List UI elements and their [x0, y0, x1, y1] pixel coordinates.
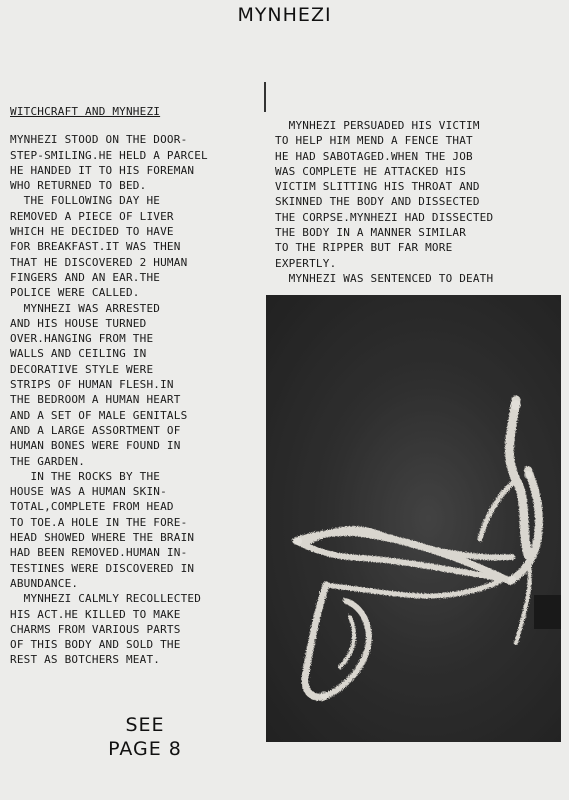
page-reference: PAGE 8 [108, 738, 182, 760]
text-line: AND HIS HOUSE TURNED [10, 316, 147, 330]
text-line: MYNHEZI PERSUADED HIS VICTIM [275, 119, 480, 132]
text-line: HUMAN BONES WERE FOUND IN [10, 439, 181, 453]
text-line: TESTINES WERE DISCOVERED IN [10, 561, 195, 575]
text-line: DECORATIVE STYLE WERE [10, 362, 154, 376]
text-line: HE HAD SABOTAGED.WHEN THE JOB [275, 149, 473, 163]
text-line: THAT HE DISCOVERED 2 HUMAN [10, 255, 188, 269]
text-line: MYNHEZI CALMLY RECOLLECTED [10, 592, 202, 606]
page-title: MYNHEZI [237, 4, 332, 26]
text-line: WHICH HE DECIDED TO HAVE [10, 225, 174, 239]
text-line: REMOVED A PIECE OF LIVER [10, 209, 174, 223]
text-line: AND A LARGE ASSORTMENT OF [10, 423, 181, 437]
text-line: THE GARDEN. [10, 454, 86, 468]
text-line: WALLS AND CEILING IN [10, 347, 147, 361]
text-line: HE HANDED IT TO HIS FOREMAN [10, 163, 195, 177]
text-line: HIS ACT.HE KILLED TO MAKE [10, 607, 181, 621]
text-line: AND A SET OF MALE GENITALS [10, 408, 188, 422]
text-line: HAD BEEN REMOVED.HUMAN IN- [10, 546, 188, 560]
text-line: THE BODY IN A MANNER SIMILAR [275, 226, 467, 240]
text-line: IN THE ROCKS BY THE [10, 469, 161, 483]
text-line: OF THIS BODY AND SOLD THE [10, 638, 181, 652]
text-line: WHO RETURNED TO BED. [10, 179, 147, 193]
text-line: THE FOLLOWING DAY HE [10, 194, 161, 208]
text-line: VICTIM SLITTING HIS THROAT AND [275, 180, 480, 194]
text-line: EXPERTLY. [275, 256, 337, 270]
text-line: MYNHEZI STOOD ON THE DOOR- [10, 133, 188, 147]
see-page-label: SEE [125, 714, 165, 736]
text-line: SKINNED THE BODY AND DISSECTED [275, 195, 480, 209]
text-line: CHARMS FROM VARIOUS PARTS [10, 622, 181, 636]
text-line: MYNHEZI WAS SENTENCED TO DEATH [275, 271, 494, 285]
text-line: THE CORPSE.MYNHEZI HAD DISSECTED [275, 210, 494, 224]
text-line: REST AS BOTCHERS MEAT. [10, 653, 161, 667]
text-line: TO TOE.A HOLE IN THE FORE- [10, 515, 188, 529]
text-line: FINGERS AND AN EAR.THE [10, 270, 161, 284]
article-heading: WITCHCRAFT AND MYNHEZI [10, 105, 161, 118]
text-line: STRIPS OF HUMAN FLESH.IN [10, 378, 174, 392]
text-line: OVER.HANGING FROM THE [10, 332, 154, 346]
text-line: HEAD SHOWED WHERE THE BRAIN [10, 531, 195, 545]
left-column [10, 104, 265, 668]
article-photo [266, 295, 561, 742]
text-line: POLICE WERE CALLED. [10, 286, 140, 300]
text-line: TOTAL,COMPLETE FROM HEAD [10, 500, 174, 514]
text-line: FOR BREAKFAST.IT WAS THEN [10, 240, 181, 254]
text-line: TO THE RIPPER BUT FAR MORE [275, 241, 453, 255]
text-line: THE BEDROOM A HUMAN HEART [10, 393, 181, 407]
text-line: ABUNDANCE. [10, 576, 79, 590]
text-line: MYNHEZI WAS ARRESTED [10, 301, 161, 315]
text-line: TO HELP HIM MEND A FENCE THAT [275, 134, 473, 148]
text-line: HOUSE WAS A HUMAN SKIN- [10, 485, 167, 499]
right-column [275, 118, 560, 286]
text-line: WAS COMPLETE HE ATTACKED HIS [275, 164, 467, 178]
text-line: STEP-SMILING.HE HELD A PARCEL [10, 148, 208, 162]
